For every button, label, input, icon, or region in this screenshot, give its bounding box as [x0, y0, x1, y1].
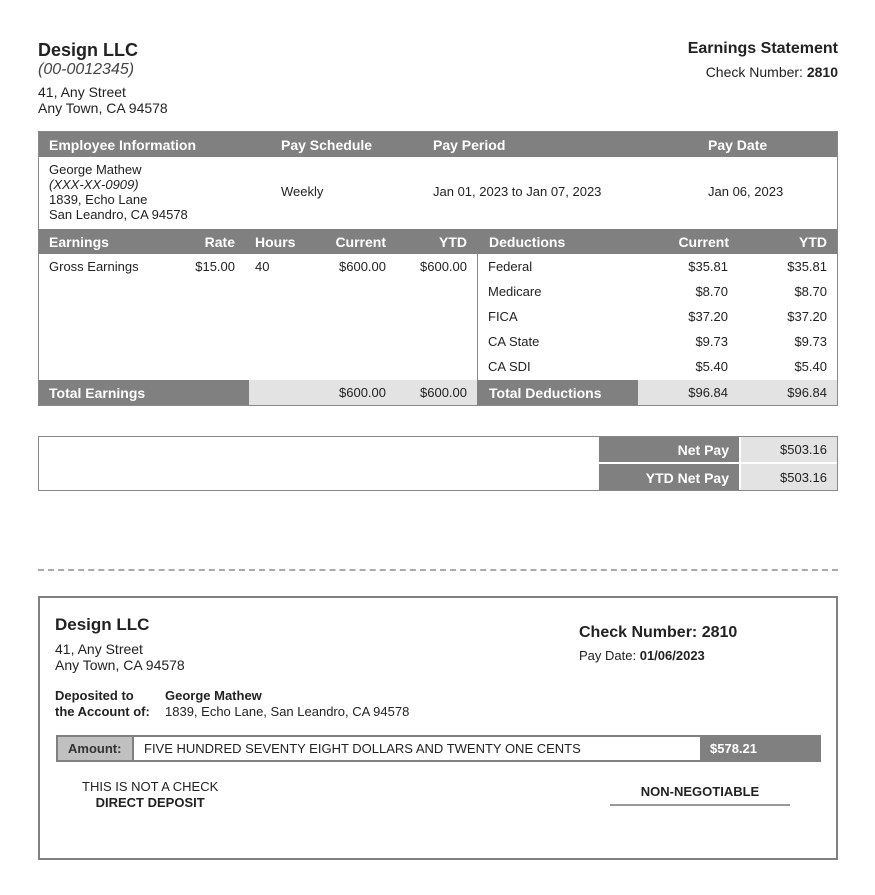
total-earnings-label-cell — [39, 380, 249, 405]
deduction-name: Federal — [488, 259, 533, 274]
header-rate: Rate — [204, 234, 235, 250]
ytd-net-pay-label: YTD Net Pay — [645, 470, 729, 486]
pay-date-value: Jan 06, 2023 — [708, 184, 784, 199]
stub-company-name: Design LLC — [55, 615, 150, 634]
ytd-net-pay-value-cell — [741, 464, 837, 490]
stub-address-line1: 41, Any Street — [55, 641, 143, 657]
total-earnings-ytd: $600.00 — [420, 385, 467, 400]
header-deductions-current: Current — [678, 234, 729, 250]
deduction-name: CA SDI — [488, 359, 531, 374]
deduction-current: $9.73 — [695, 334, 728, 349]
amount-label-cell — [58, 737, 134, 760]
employee-name: George Mathew — [49, 162, 142, 177]
company-id: (00-0012345) — [38, 61, 135, 78]
deduction-row — [478, 309, 837, 334]
payee-name: George Mathew — [165, 688, 262, 703]
info-header-row — [39, 132, 837, 157]
earnings-name: Gross Earnings — [49, 259, 139, 274]
pay-schedule-value: Weekly — [281, 184, 324, 199]
amount-in-words: FIVE HUNDRED SEVENTY EIGHT DOLLARS AND TWENTY ONE CENTS — [144, 741, 581, 756]
deduction-ytd: $5.40 — [794, 359, 827, 374]
deduction-ytd: $37.20 — [787, 309, 827, 324]
deduction-ytd: $9.73 — [794, 334, 827, 349]
amount-bar — [56, 735, 821, 762]
employee-ssn: (XXX-XX-0909) — [49, 177, 139, 192]
direct-deposit-text: DIRECT DEPOSIT — [95, 795, 205, 810]
company-address-line1: 41, Any Street — [38, 84, 126, 100]
header-deductions-ytd: YTD — [799, 234, 827, 250]
net-pay-value: $503.16 — [780, 442, 827, 457]
header-deductions: Deductions — [489, 234, 566, 250]
earnings-deductions-header-row — [39, 229, 837, 254]
non-negotiable-label: NON-NEGOTIABLE — [610, 784, 790, 806]
payee-info — [165, 688, 409, 720]
pay-period-value: Jan 01, 2023 to Jan 07, 2023 — [433, 184, 602, 199]
earnings-row — [39, 259, 477, 277]
stub-check-number-label: Check Number: — [579, 624, 698, 641]
stub-pay-date-label: Pay Date: — [579, 648, 637, 663]
amount-value-cell — [700, 737, 821, 760]
not-a-check-notice — [82, 779, 218, 811]
stub-check-number-value: 2810 — [701, 624, 738, 641]
deduction-current: $5.40 — [695, 359, 728, 374]
total-deductions-current: $96.84 — [688, 385, 728, 400]
total-earnings-current: $600.00 — [339, 385, 386, 400]
statement-title: Earnings Statement — [687, 40, 838, 57]
deduction-name: FICA — [488, 309, 518, 324]
total-deductions-label-cell — [477, 380, 638, 405]
deduction-row — [478, 259, 837, 284]
deduction-ytd: $35.81 — [787, 259, 827, 274]
ytd-net-pay-value: $503.16 — [780, 470, 827, 485]
amount-label: Amount: — [68, 741, 122, 756]
total-deductions-ytd: $96.84 — [787, 385, 827, 400]
net-pay-label: Net Pay — [677, 442, 729, 458]
employee-address-line2: San Leandro, CA 94578 — [49, 207, 188, 222]
header-pay-period: Pay Period — [433, 137, 506, 153]
statement-check-number — [706, 64, 838, 80]
deduction-name: Medicare — [488, 284, 542, 299]
totals-row — [39, 380, 837, 405]
stub-check-number — [579, 624, 737, 642]
check-number-value: 2810 — [806, 64, 838, 80]
deduction-ytd: $8.70 — [794, 284, 827, 299]
earnings-hours: 40 — [255, 259, 270, 274]
ytd-net-pay-label-cell — [599, 464, 739, 490]
deposit-stub — [38, 596, 838, 860]
deduction-current: $37.20 — [688, 309, 728, 324]
header-employee-info: Employee Information — [49, 137, 197, 153]
deduction-row — [478, 334, 837, 359]
payee-address: 1839, Echo Lane, San Leandro, CA 94578 — [165, 704, 410, 719]
deductions-list — [478, 259, 837, 384]
tear-line-divider — [38, 569, 838, 571]
total-deductions-label: Total Deductions — [489, 385, 602, 401]
total-earnings-label: Total Earnings — [49, 385, 146, 401]
company-address-line2: Any Town, CA 94578 — [38, 100, 168, 116]
net-pay-label-cell — [599, 437, 739, 462]
deduction-current: $35.81 — [688, 259, 728, 274]
deduction-name: CA State — [488, 334, 540, 349]
earnings-current: $600.00 — [339, 259, 386, 274]
not-a-check-text: THIS IS NOT A CHECK — [82, 779, 219, 794]
stub-pay-date-value: 01/06/2023 — [639, 648, 705, 663]
employee-info — [49, 162, 188, 222]
header-hours: Hours — [255, 234, 296, 250]
check-number-label: Check Number: — [705, 64, 803, 80]
employee-address-line1: 1839, Echo Lane — [49, 192, 148, 207]
deduction-current: $8.70 — [695, 284, 728, 299]
net-pay-box — [38, 436, 838, 491]
header-earnings: Earnings — [49, 234, 109, 250]
header-ytd: YTD — [439, 234, 467, 250]
header-pay-schedule: Pay Schedule — [281, 137, 373, 153]
net-pay-value-cell — [741, 437, 837, 462]
header-pay-date: Pay Date — [708, 137, 768, 153]
total-earnings-values — [249, 380, 477, 405]
deduction-row — [478, 284, 837, 309]
stub-pay-date — [579, 648, 705, 663]
company-name: Design LLC — [38, 40, 139, 60]
total-deductions-values — [638, 380, 837, 405]
amount-value: $578.21 — [710, 741, 757, 756]
earnings-rate: $15.00 — [195, 259, 235, 274]
earnings-ytd: $600.00 — [420, 259, 467, 274]
header-current: Current — [335, 234, 386, 250]
deposited-to-label: Deposited to the Account of: — [55, 688, 150, 719]
stub-address-line2: Any Town, CA 94578 — [55, 657, 185, 673]
